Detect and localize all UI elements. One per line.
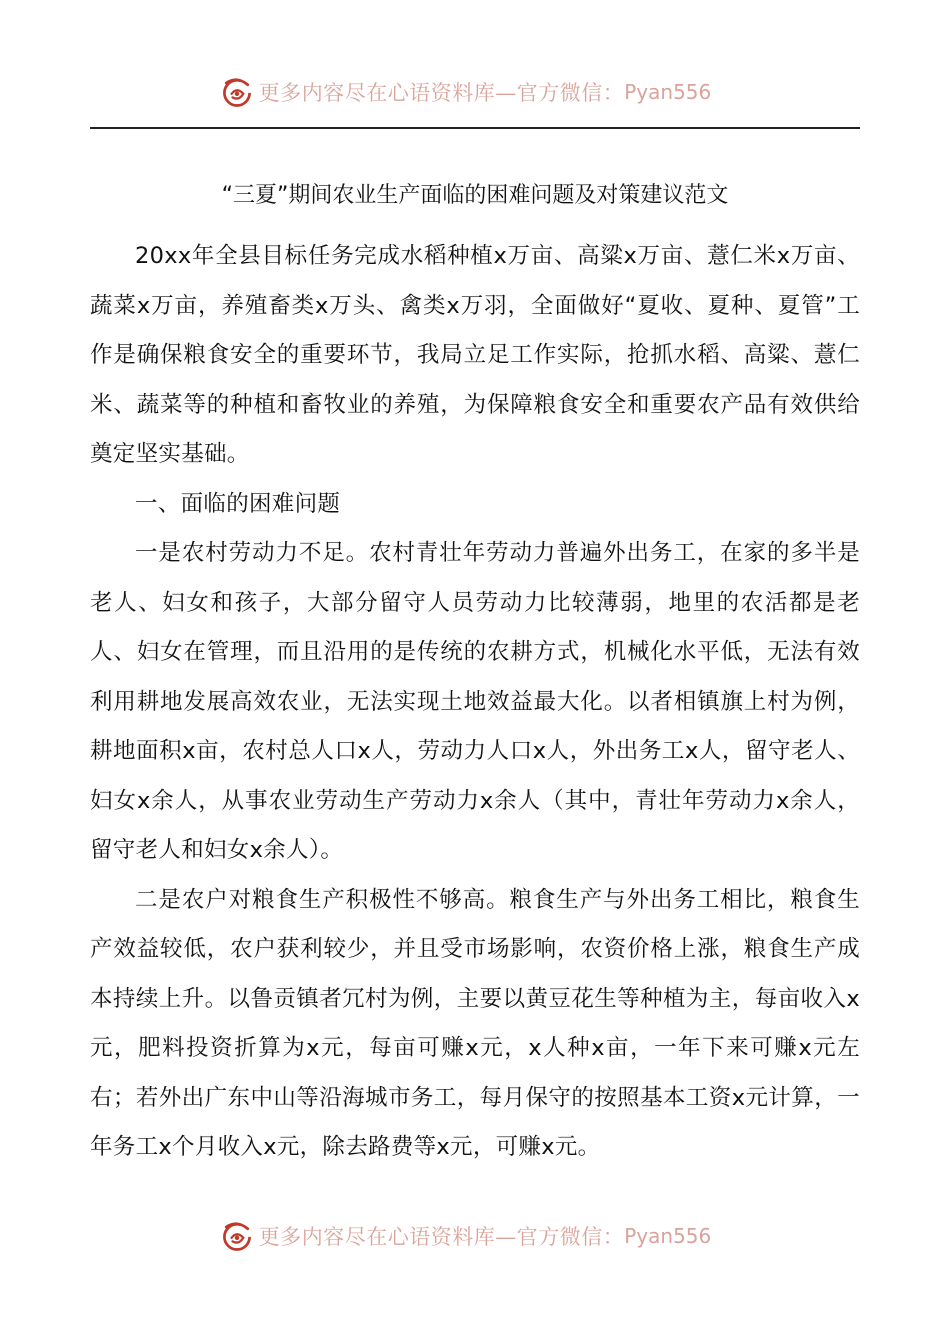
- header-watermark: [0, 70, 950, 114]
- footer-watermark: [0, 1214, 950, 1258]
- header-watermark-content: [219, 74, 712, 110]
- document-title: “三夏”期间农业生产面临的困难问题及对策建议范文: [221, 183, 729, 208]
- swirl-logo-icon: [219, 1218, 255, 1254]
- intro-paragraph: 20xx年全县目标任务完成水稻种植x万亩、高粱x万亩、薏仁米x万亩、蔬菜x万亩，养殖畜类x万头、禽类x万羽，全面做好“夏收、夏种、夏管”工作是确保粮食安全的重要环节，我局立足工作实际，抢抓水稻、高粱、薏仁米、蔬菜等的种植和畜牧业的养殖，为保障粮食安全和重要农产品有效供给奠定坚实基础。: [90, 243, 860, 467]
- footer-watermark-content: [219, 1218, 712, 1254]
- document-body: [90, 232, 860, 1173]
- swirl-logo-icon: [219, 74, 255, 110]
- header-divider: [90, 127, 860, 129]
- labor-shortage-paragraph: 一是农村劳动力不足。农村青壮年劳动力普遍外出务工，在家的多半是老人、妇女和孩子，大部分留守人员劳动力比较薄弱，地里的农活都是老人、妇女在管理，而且沿用的是传统的农耕方式，机械化水平低，无法有效利用耕地发展高效农业，无法实现土地效益最大化。以者相镇旗上村为例，耕地面积x亩，农村总人口x人，劳动力人口x人，外出务工x人，留守老人、妇女x余人，从事农业劳动生产劳动力x余人（其中，青壮年劳动力x余人，留守老人和妇女x余人）。: [90, 540, 860, 863]
- footer-watermark-text: 更多内容尽在心语资料库—官方微信：: [258, 1225, 625, 1249]
- section-heading-difficulties: 一、面临的困难问题: [135, 490, 341, 517]
- farmer-motivation-paragraph: 二是农户对粮食生产积极性不够高。粮食生产与外出务工相比，粮食生产效益较低，农户获利较少，并且受市场影响，农资价格上涨，粮食生产成本持续上升。以鲁贡镇者冗村为例，主要以黄豆花生等种植为主，每亩收入x元，肥料投资折算为x元，每亩可赚x元，x人种x亩，一年下来可赚x元左右；若外出广东中山等沿海城市务工，每月保守的按照基本工资x元计算，一年务工x个月收入x元，除去路费等x元，可赚x元。: [90, 886, 860, 1160]
- header-watermark-text: 更多内容尽在心语资料库—官方微信：: [258, 81, 625, 105]
- header-watermark-id: Pyan556: [624, 80, 712, 104]
- footer-watermark-id: Pyan556: [624, 1224, 712, 1248]
